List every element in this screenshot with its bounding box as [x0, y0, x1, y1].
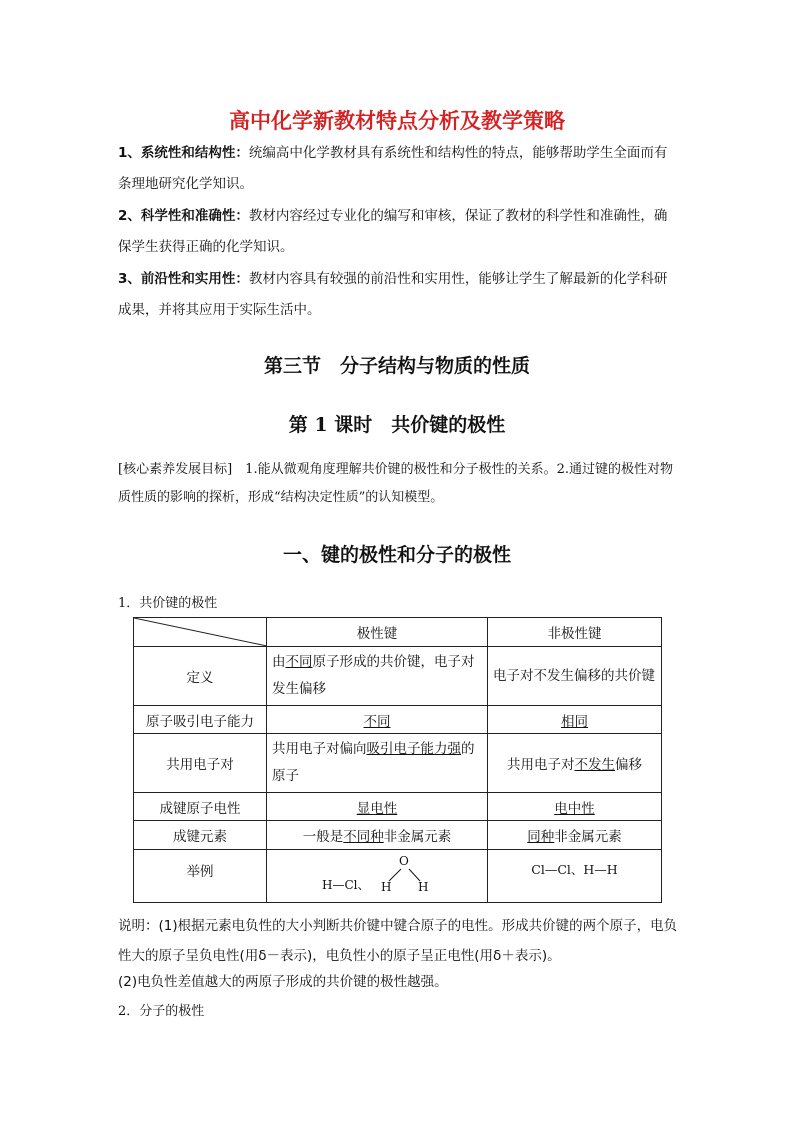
feature-number: 1、 [118, 145, 141, 161]
diagonal-line [134, 618, 267, 646]
page-title: 高中化学新教材特点分析及教学策略 [229, 109, 565, 133]
underlined-answer: 电中性 [554, 800, 595, 817]
table-cell [267, 850, 488, 903]
feature-term: 科学性和准确性： [140, 208, 249, 224]
feature-item-2 [118, 201, 680, 263]
feature-term: 系统性和结构性： [140, 145, 249, 161]
goals-text: 1.能从微观角度理解共价键的极性和分子极性的关系。2.通过键的极性对物质性质的影响的探析，形成“结构决定性质”的认知模型。 [118, 462, 673, 505]
table-row [134, 850, 662, 903]
table-row [134, 821, 662, 850]
table-cell: 电子对不发生偏移的共价键 [488, 647, 662, 706]
column-header: 极性键 [267, 618, 488, 647]
table-row [134, 734, 662, 793]
table-cell [488, 821, 662, 850]
explanation-note-2: (2)电负性差值越大的两原子形成的共价键的极性越强。 [118, 974, 448, 990]
column-header: 非极性键 [488, 618, 662, 647]
feature-item-1 [118, 138, 680, 200]
table-cell [488, 706, 662, 734]
table-cell [267, 793, 488, 821]
row-label: 成键原子电性 [134, 793, 267, 821]
table-cell [267, 821, 488, 850]
row-label: 原子吸引电子能力 [134, 706, 267, 734]
subsection-title: 2．分子的极性 [118, 1004, 205, 1019]
feature-text: 统编高中化学教材具有系统性和结构性的特点，能够帮助学生全面而有条理地研究化学知识。 [118, 145, 668, 192]
underlined-answer: 相同 [561, 713, 588, 730]
explanation-note-1: 说明：(1)根据元素电负性的大小判断共价键中键合原子的电性。形成共价键的两个原子，电负性大的原子呈负电性(用δ－表示)，电负性小的原子呈正电性(用δ＋表示)。 [118, 918, 678, 964]
molecule-examples [267, 850, 487, 898]
underlined-answer: 不同 [285, 654, 313, 670]
table-row [134, 647, 662, 706]
table-cell [488, 793, 662, 821]
goals-label: [核心素养发展目标] [118, 462, 233, 477]
row-label: 举例 [134, 850, 267, 903]
row-label: 共用电子对 [134, 734, 267, 793]
underlined-answer: 不同种 [343, 829, 384, 845]
water-hydrogen-right: H [418, 880, 429, 894]
feature-number: 3、 [118, 271, 141, 287]
hcl-formula: H—Cl、 [322, 878, 370, 892]
water-hydrogen-left: H [381, 880, 392, 894]
table-cell [267, 734, 488, 793]
cell-text: 非金属元素 [554, 829, 622, 845]
feature-text: 教材内容具有较强的前沿性和实用性，能够让学生了解最新的化学科研成果，并将其应用于实际生活中。 [118, 271, 668, 318]
cell-text: 共用电子对 [507, 757, 575, 773]
row-label: 定义 [134, 647, 267, 706]
row-label: 成键元素 [134, 821, 267, 850]
underlined-answer: 不发生 [574, 757, 615, 773]
water-oxygen: O [399, 854, 409, 868]
table-cell [488, 734, 662, 793]
feature-item-3 [118, 264, 680, 326]
section-title: 第三节 分子结构与物质的性质 [263, 355, 530, 377]
cell-text: 非金属元素 [383, 829, 452, 845]
underlined-answer: 不同 [363, 713, 391, 730]
cell-text: 偏移 [615, 757, 642, 773]
lesson-title: 第 1 课时 共价键的极性 [288, 414, 506, 436]
underlined-answer: 吸引电子能力强 [366, 741, 461, 757]
table-cell [267, 706, 488, 734]
table-row [134, 793, 662, 821]
cell-text: 共用电子对偏向 [272, 741, 367, 757]
cell-text: 的原子 [272, 741, 475, 784]
core-goals [118, 456, 680, 512]
table-header-row [134, 618, 662, 647]
table-cell: Cl—Cl、H—H [488, 850, 662, 903]
diagonal-header-cell [134, 618, 267, 647]
table-cell: 由不同原子形成的共价键，电子对发生偏移 [267, 647, 488, 706]
part-title: 一、键的极性和分子的极性 [282, 544, 511, 566]
feature-term: 前沿性和实用性： [140, 271, 249, 287]
underlined-answer: 同种 [527, 829, 555, 845]
subsection-title: 1．共价键的极性 [118, 596, 218, 611]
table-row [134, 706, 662, 734]
underlined-answer: 显电性 [356, 800, 398, 817]
feature-number: 2、 [118, 208, 141, 224]
cell-text: 一般是 [302, 829, 344, 845]
feature-text: 教材内容经过专业化的编写和审核，保证了教材的科学性和准确性，确保学生获得正确的化学知识。 [118, 208, 668, 255]
bond-polarity-table [133, 617, 662, 903]
